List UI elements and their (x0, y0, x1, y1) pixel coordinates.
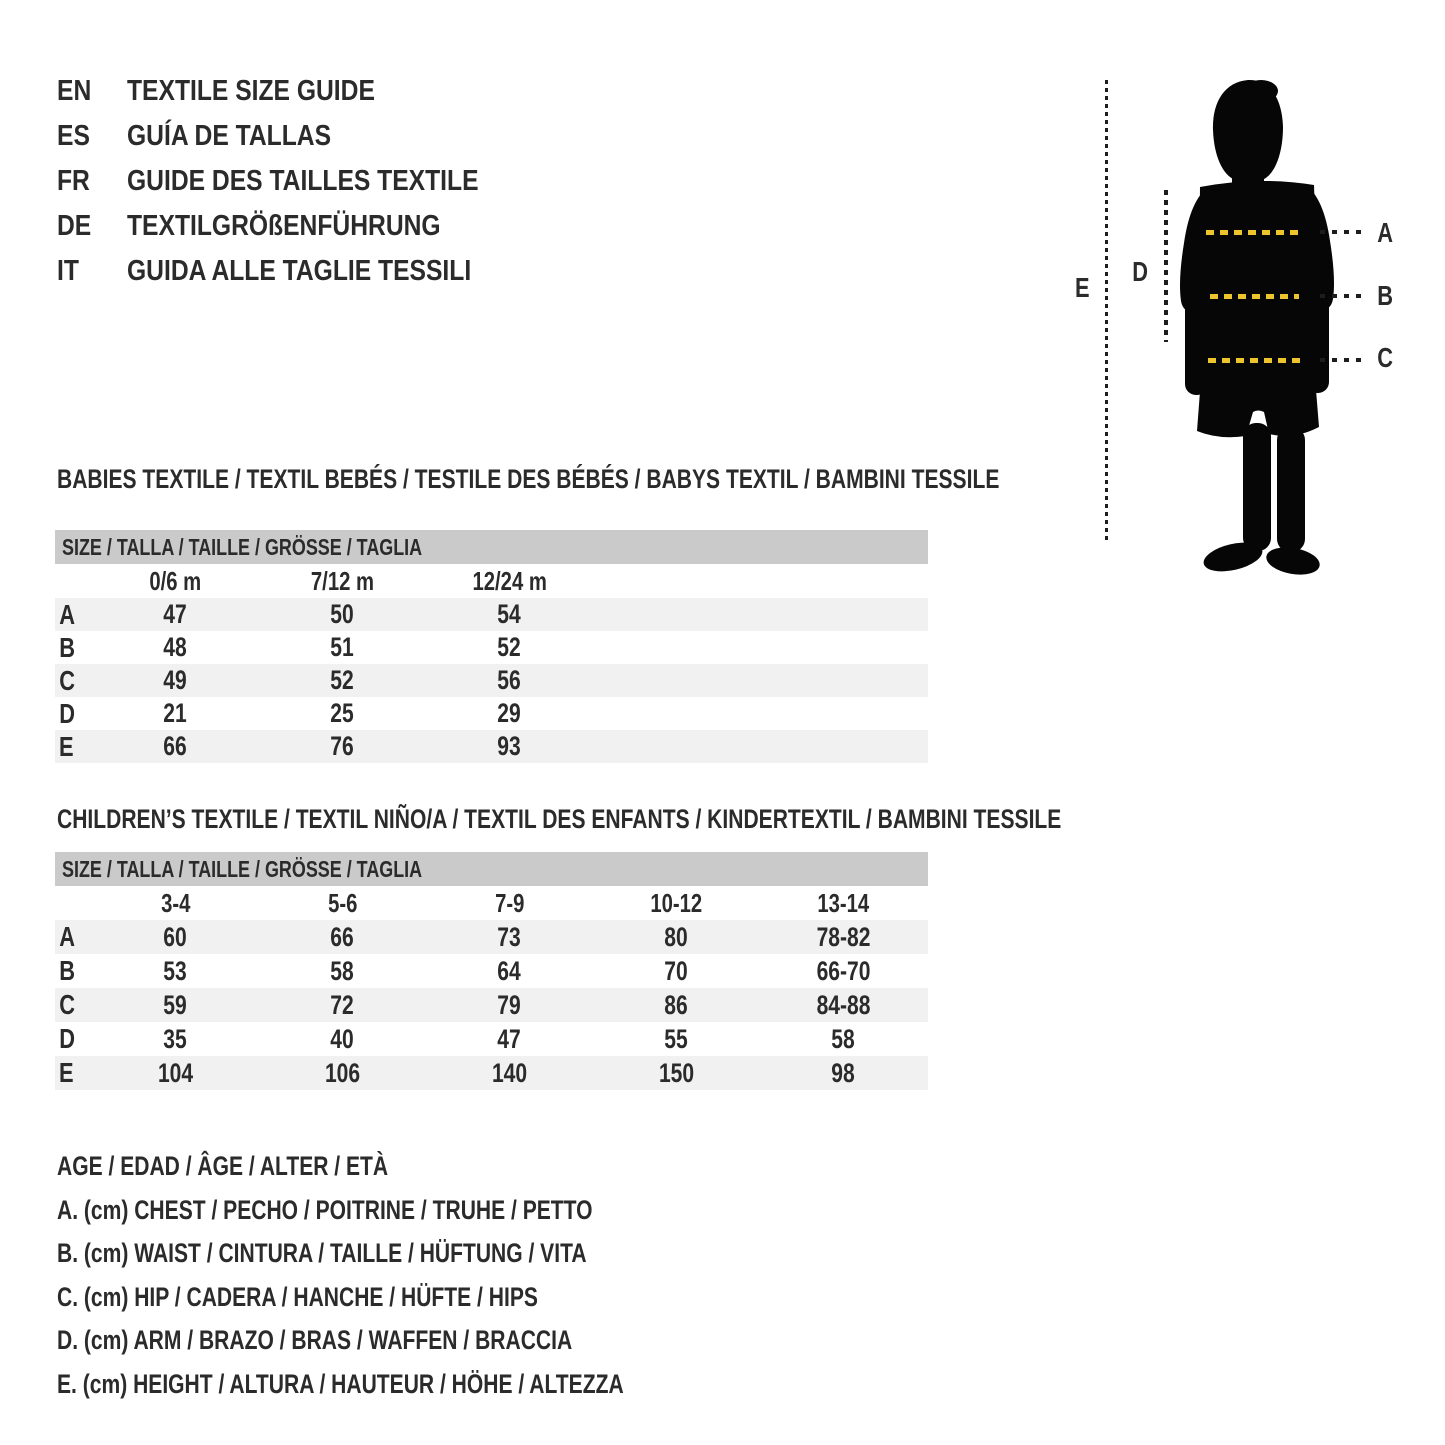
language-title-text: TEXTILGRÖßENFÜHRUNG (127, 210, 441, 242)
babies-size-header-text: SIZE / TALLA / TAILLE / GRÖSSE / TAGLIA (62, 534, 423, 560)
table-cell-text: 56 (497, 665, 522, 695)
table-cell-text: 79 (497, 990, 522, 1020)
row-label-text: B (59, 632, 76, 663)
babies-column-header-text: 7/12 m (310, 566, 375, 596)
table-cell-text: 60 (163, 922, 188, 952)
table-row (55, 664, 928, 697)
language-code (57, 164, 96, 198)
table-cell-text: 72 (330, 990, 355, 1020)
table-cell-text: 66 (330, 922, 355, 952)
table-cell-text: 80 (664, 922, 689, 952)
table-cell (259, 697, 426, 730)
children-size-header (62, 852, 524, 886)
table-cell (259, 954, 426, 988)
table-cell-text: 150 (658, 1058, 695, 1088)
language-code-text: EN (57, 75, 92, 107)
table-cell (259, 598, 426, 631)
table-cell-text: 53 (163, 956, 188, 986)
arm-measure-line-d (1164, 190, 1168, 342)
language-title (127, 74, 419, 108)
children-column-header (760, 886, 927, 920)
table-cell (92, 954, 259, 988)
table-cell (593, 1022, 760, 1056)
language-title (127, 164, 541, 198)
table-cell (426, 631, 593, 664)
language-code (57, 119, 96, 153)
table-cell-text: 140 (491, 1058, 528, 1088)
children-size-header-text: SIZE / TALLA / TAILLE / GRÖSSE / TAGLIA (62, 856, 423, 882)
table-cell-text: 78-82 (816, 922, 871, 952)
babies-column-header-text: 12/24 m (472, 566, 547, 596)
table-row (55, 920, 928, 954)
waist-measure-leader-b (1320, 294, 1364, 298)
table-cell-text: 98 (831, 1058, 856, 1088)
legend-line-text: E. (cm) HEIGHT / ALTURA / HAUTEUR / HÖHE / ALTEZZA (57, 1369, 624, 1399)
table-cell (426, 730, 593, 763)
table-cell (760, 988, 927, 1022)
chest-measure-dash-a (1206, 230, 1303, 235)
table-cell-text: 59 (163, 990, 188, 1020)
babies-size-header (62, 530, 524, 564)
children-section-heading (57, 802, 1345, 836)
children-size-header-bar (55, 852, 928, 886)
table-cell (259, 1056, 426, 1090)
children-column-header-text: 10-12 (650, 888, 703, 918)
legend-line-text: C. (cm) HIP / CADERA / HANCHE / HÜFTE / HIPS (57, 1282, 538, 1312)
table-cell-text: 29 (497, 698, 522, 728)
measure-label-a (1371, 216, 1399, 250)
table-cell-text: 25 (330, 698, 355, 728)
language-title (127, 209, 496, 243)
table-cell-text: 52 (330, 665, 355, 695)
waist-measure-dash-b (1210, 294, 1299, 299)
table-cell (760, 920, 927, 954)
table-cell-text: 73 (497, 922, 522, 952)
table-cell (92, 988, 259, 1022)
table-cell-text: 35 (163, 1024, 188, 1054)
language-title-text: GUIDE DES TAILLES TEXTILE (127, 165, 479, 197)
language-title-text: GUIDA ALLE TAGLIE TESSILI (127, 255, 472, 287)
table-cell (426, 1022, 593, 1056)
row-label-text: E (59, 1057, 74, 1088)
table-cell (92, 1022, 259, 1056)
row-label-text: D (59, 698, 76, 729)
language-title (127, 254, 532, 288)
language-title-text: GUÍA DE TALLAS (127, 120, 332, 152)
measure-label-c (1371, 341, 1399, 375)
table-cell (426, 988, 593, 1022)
table-cell (426, 664, 593, 697)
row-label-text: C (59, 665, 76, 696)
children-column-header (259, 886, 426, 920)
table-cell-text: 47 (163, 599, 188, 629)
language-title-text: TEXTILE SIZE GUIDE (127, 75, 375, 107)
children-column-header-text: 7-9 (494, 888, 525, 918)
children-column-header (593, 886, 760, 920)
table-cell (259, 988, 426, 1022)
table-cell-text: 76 (330, 731, 355, 761)
hip-measure-leader-c (1320, 358, 1364, 362)
table-cell-text: 64 (497, 956, 522, 986)
babies-column-header (259, 564, 426, 598)
babies-column-header-text: 0/6 m (149, 566, 202, 596)
row-label-text: B (59, 955, 76, 986)
table-cell-text: 70 (664, 956, 689, 986)
measure-label-a-text: A (1377, 217, 1393, 248)
table-cell (259, 631, 426, 664)
measure-label-c-text: C (1377, 342, 1393, 373)
measure-label-d-text: D (1132, 256, 1148, 287)
table-row (55, 1022, 928, 1056)
table-cell (426, 920, 593, 954)
babies-column-header (92, 564, 259, 598)
table-cell (259, 664, 426, 697)
hip-measure-dash-c (1208, 358, 1304, 363)
table-row (55, 697, 928, 730)
table-cell (92, 664, 259, 697)
table-cell-text: 93 (497, 731, 522, 761)
table-cell-text: 51 (330, 632, 355, 662)
table-cell (426, 954, 593, 988)
table-cell-text: 66 (163, 731, 188, 761)
language-code (57, 74, 97, 108)
row-label-text: A (59, 599, 76, 630)
row-label-text: C (59, 989, 76, 1020)
table-cell-text: 58 (831, 1024, 856, 1054)
measure-label-b (1371, 279, 1399, 313)
table-row (55, 598, 928, 631)
table-cell-text: 49 (163, 665, 188, 695)
table-cell (593, 988, 760, 1022)
table-row (55, 730, 928, 763)
table-cell-text: 50 (330, 599, 355, 629)
table-cell (760, 1022, 927, 1056)
measure-label-b-text: B (1377, 280, 1393, 311)
table-row (55, 1056, 928, 1090)
table-cell (426, 598, 593, 631)
measure-label-e-text: E (1074, 272, 1090, 303)
legend-line-height (57, 1367, 783, 1401)
table-cell (593, 954, 760, 988)
babies-section-heading-text: BABIES TEXTILE / TEXTIL BEBÉS / TESTILE DES BÉBÉS / BABYS TEXTIL / BAMBINI TESSILE (57, 464, 1000, 494)
table-row (55, 954, 928, 988)
table-cell-text: 21 (163, 698, 188, 728)
table-cell-text: 66-70 (816, 956, 871, 986)
children-section-heading-text: CHILDREN’S TEXTILE / TEXTIL NIÑO/A / TEXTIL DES ENFANTS / KINDERTEXTIL / BAMBINI TESSILE (57, 804, 1062, 834)
language-code (57, 209, 97, 243)
table-cell-text: 106 (324, 1058, 361, 1088)
legend-line-hip (57, 1280, 674, 1314)
legend-line-text: A. (cm) CHEST / PECHO / POITRINE / TRUHE / PETTO (57, 1195, 593, 1225)
babies-column-header-row (55, 564, 928, 598)
measure-label-d (1126, 255, 1154, 289)
children-column-header-text: 3-4 (160, 888, 191, 918)
row-label-text: E (59, 731, 74, 762)
table-cell (760, 1056, 927, 1090)
language-code-text: IT (57, 255, 79, 287)
child-silhouette-graphic (1172, 75, 1342, 575)
table-cell (426, 697, 593, 730)
table-cell (259, 730, 426, 763)
children-column-header-text: 13-14 (817, 888, 870, 918)
legend-line-waist (57, 1236, 736, 1270)
table-row (55, 988, 928, 1022)
table-cell-text: 104 (157, 1058, 194, 1088)
table-cell (92, 730, 259, 763)
chest-measure-leader-a (1320, 230, 1364, 234)
babies-column-header (426, 564, 593, 598)
table-cell (92, 920, 259, 954)
children-column-header (92, 886, 259, 920)
table-cell (593, 920, 760, 954)
row-label-text: A (59, 921, 76, 952)
children-column-header (426, 886, 593, 920)
babies-section-heading (57, 462, 1265, 496)
table-cell-text: 52 (497, 632, 522, 662)
babies-size-header-bar (55, 530, 928, 564)
table-cell (92, 598, 259, 631)
language-title (127, 119, 367, 153)
table-cell-text: 47 (497, 1024, 522, 1054)
legend-line-text: B. (cm) WAIST / CINTURA / TAILLE / HÜFTUNG / VITA (57, 1238, 587, 1268)
measure-label-e (1068, 271, 1096, 305)
legend-line-chest (57, 1193, 744, 1227)
legend-line-text: D. (cm) ARM / BRAZO / BRAS / WAFFEN / BRACCIA (57, 1325, 573, 1355)
table-cell-text: 86 (664, 990, 689, 1020)
table-cell-text: 54 (497, 599, 522, 629)
children-column-header-text: 5-6 (327, 888, 358, 918)
language-code-text: DE (57, 210, 92, 242)
table-cell (92, 1056, 259, 1090)
row-label-text: D (59, 1023, 76, 1054)
table-cell-text: 55 (664, 1024, 689, 1054)
table-cell (426, 1056, 593, 1090)
legend-line-text: AGE / EDAD / ÂGE / ALTER / ETÀ (57, 1151, 389, 1181)
table-cell-text: 48 (163, 632, 188, 662)
table-cell (259, 1022, 426, 1056)
table-cell-text: 84-88 (816, 990, 871, 1020)
table-cell (760, 954, 927, 988)
language-code-text: FR (57, 165, 90, 197)
table-cell (593, 1056, 760, 1090)
children-column-header-row (55, 886, 928, 920)
legend-line-arm (57, 1323, 718, 1357)
language-code (57, 254, 83, 288)
table-cell (92, 697, 259, 730)
table-row (55, 631, 928, 664)
table-cell-text: 40 (330, 1024, 355, 1054)
table-cell (92, 631, 259, 664)
table-cell-text: 58 (330, 956, 355, 986)
legend-line-age (57, 1149, 482, 1183)
table-cell (259, 920, 426, 954)
language-code-text: ES (57, 120, 90, 152)
